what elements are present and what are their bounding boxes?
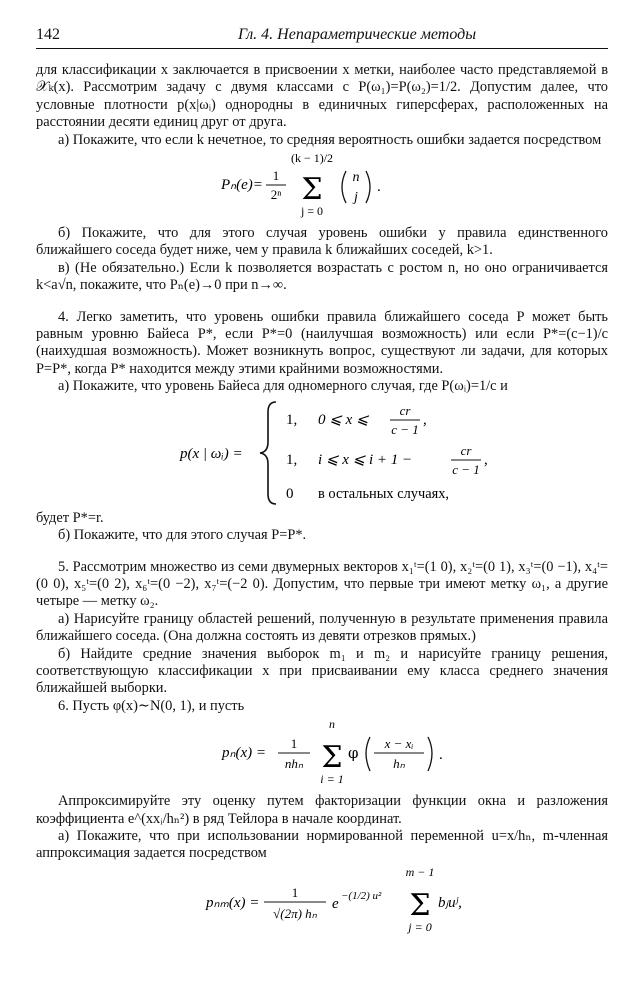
paragraph-7: будет P*=r. [36,509,104,526]
eq3-sigma: Σ [321,740,343,776]
paragraph-4: в) (Не обязательно.) Если k позволяется возрастать с ростом n, но оно ограничивается k<a√n, покажите, что Pₙ(e)→0 при n→∞. [36,259,608,294]
eq2-case2-num: cr [460,442,472,458]
paragraph-8: б) Покажите, что для этого случая P=P*. [58,527,307,544]
eq2-case3-cond: в остальных случаях, [318,485,450,502]
eq3-phi: φ [348,744,359,763]
eq3-paren-left [366,737,370,771]
eq4-exp-base: e [332,895,339,912]
eq3-arg-num: x − xᵢ [384,736,414,752]
eq2-lhs: p(x | ωᵢ) = [180,445,243,462]
eq3-lhs: pₙ(x) = [222,745,266,762]
eq1-frac-num: 1 [272,168,280,184]
eq2-brace [260,402,276,504]
eq3-sum-lower: i = 1 [320,772,344,787]
running-title: Гл. 4. Непараметрические методы [237,26,477,43]
equation-4 [36,863,608,935]
eq3-frac-den: nhₙ [284,756,304,772]
eq3-end: . [439,747,443,764]
eq4-frac-den: √(2π) hₙ [273,905,317,921]
eq2-case3-val: 0 [286,485,294,502]
eq2-case1-end: , [423,411,427,428]
eq4-frac-num: 1 [291,884,299,900]
paragraph-11: б) Найдите средние значения выборок m₁ и m₂ и нарисуйте границу решения, соответствующую классификации x при присваивании ему класса среднего значения ближайшей выборки. [36,645,608,697]
paragraph-2: а) Покажите, что если k нечетное, то средняя вероятность ошибки задается посредством [58,131,602,148]
eq1-sum-upper: (k − 1)/2 [290,151,334,166]
eq3-sum-upper: n [329,717,335,732]
running-header [36,26,608,48]
eq1-paren-right [366,171,370,203]
eq4-term: bⱼuʲ, [438,894,462,911]
eq2-case1-cond: 0 ⩽ x ⩽ [318,411,369,428]
eq3-frac-num: 1 [290,736,298,752]
eq2-case1-num: cr [399,402,411,418]
eq1-end: . [377,179,381,196]
page-number: 142 [36,26,60,43]
equation-2-svg [36,396,608,510]
paragraph-10: а) Нарисуйте границу областей решений, полученную в результате применения правила ближайшего соседа. (Она должна состоять из девяти отрезков прямых.) [36,610,608,645]
paragraph-12: 6. Пусть φ(x)∼N(0, 1), и пусть [58,697,245,714]
eq3-paren-right [428,737,432,771]
eq1-binom-bottom: j [354,190,358,206]
eq1-paren-left [342,171,346,203]
eq4-sum-upper: m − 1 [405,864,435,879]
eq2-case2-cond: i ⩽ x ⩽ i + 1 − [318,451,413,468]
paragraph-3: б) Покажите, что для этого случая уровень ошибки у правила единственного ближайшего соседа будет ниже, чем у правила k ближайших соседей, k>1. [36,225,608,259]
eq1-sigma: Σ [301,172,323,208]
eq1-frac-den: 2ⁿ [270,187,282,203]
eq3-arg-den: hₙ [393,756,405,772]
eq4-exp-power: −(1/2) u² [341,889,382,902]
eq2-case2-val: 1, [286,451,298,468]
paragraph-9: 5. Рассмотрим множество из семи двумерных векторов x₁ᵗ=(1 0), x₂ᵗ=(0 1), x₃ᵗ=(0 −1), x₄ᵗ=(0 0), x₅ᵗ=(0 2), x₆ᵗ=(0 −2), x₇ᵗ=(−2 0). Допустим, что первые три имеют метку ω₁, а другие четыре — метку ω₂. [36,558,608,610]
eq4-lhs: pₙₘ(x) = [206,894,260,911]
page-body [36,62,608,935]
eq1-sum-lower: j = 0 [300,204,324,219]
eq2-case2-den: c − 1 [452,461,480,477]
paragraph-13: Аппроксимируйте эту оценку путем факторизации функции окна и разложения коэффициента e^(xxᵢ/hₙ²) в ряд Тейлора в начале координат. [36,793,608,827]
paragraph-14: а) Покажите, что при использовании нормированной переменной u=x/hₙ, m-членная аппроксимация задается посредством [36,827,608,862]
equation-1-svg [36,149,608,219]
eq2-case1-val: 1, [286,411,298,428]
paragraph-1: для классификации x заключается в присвоении x метки, наиболее часто представляемой в 𝒳ₖ(x). Рассмотрим задачу с двумя классами с P(ω₁)=P(ω₂)=1/2. Допустим далее, что условные плотности p(x|ωᵢ) однородны в единичных гиперсферах, расположенных на расстоянии десяти единиц друг от друга. [36,62,608,131]
eq4-sum-lower: j = 0 [408,919,432,934]
paragraph-6: а) Покажите, что уровень Байеса для одномерного случая, где P(ωᵢ)=1/c и [58,378,508,395]
equation-3 [36,715,608,787]
eq2-case2-end: , [484,451,488,468]
equation-1 [36,149,608,219]
header-rule [36,48,608,49]
equation-2 [36,396,608,510]
paragraph-5: 4. Легко заметить, что уровень ошибки правила ближайшего соседа P может быть равным уровню Байеса P*, если P*=0 (наилучшая возможность) или если P*=(c−1)/c (наихудшая возможность). Может возникнуть вопрос, существуют ли задачи, для которых P=P*, когда P* находится между этими крайними возможностями. [36,308,608,377]
eq2-case1-den: c − 1 [391,421,419,437]
eq1-lhs: Pₙ(e)= [221,177,263,194]
eq1-binom-top: n [352,170,360,186]
equation-3-svg [36,715,608,787]
equation-4-svg [36,863,608,935]
eq4-sigma: Σ [409,887,431,923]
